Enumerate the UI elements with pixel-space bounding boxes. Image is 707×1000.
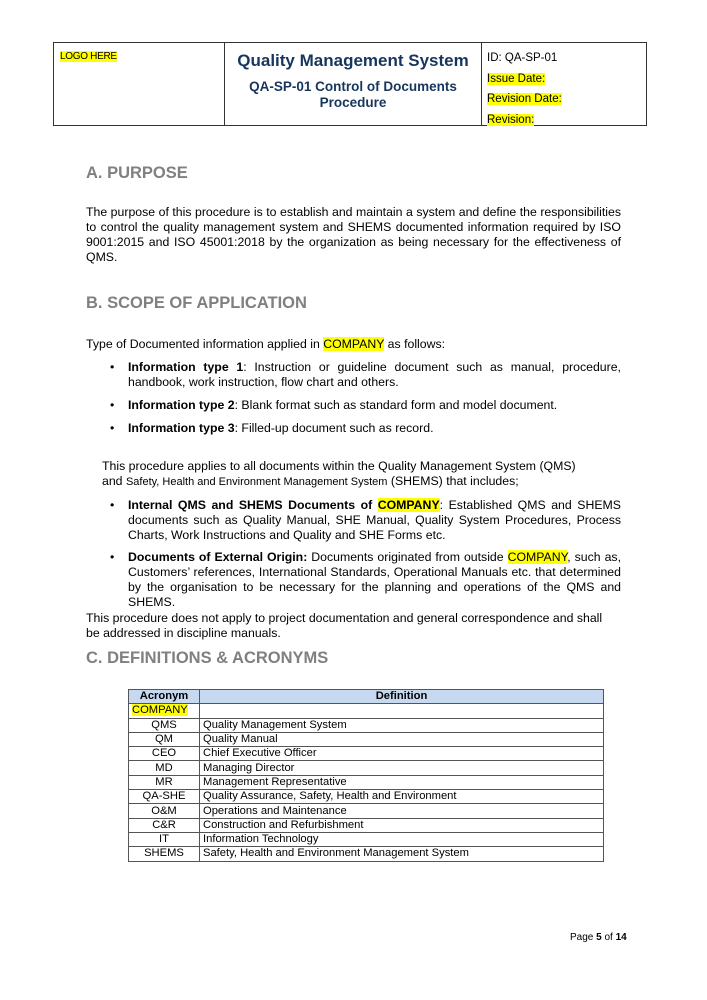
bullet-icon: •	[110, 498, 115, 512]
logo-cell	[54, 43, 225, 125]
revision-date-field: Revision Date:	[487, 93, 562, 105]
acronym-cell: C&R	[129, 818, 200, 832]
page-number: Page 5 of 14	[570, 932, 627, 943]
table-row	[129, 718, 604, 732]
definition-cell: Safety, Health and Environment Management System	[200, 847, 604, 861]
bullet-icon: •	[110, 550, 115, 564]
scope-intro: Type of Documented information applied in COMPANY as follows:	[86, 337, 446, 351]
purpose-text: The purpose of this procedure is to establish and maintain a system and define the responsibilities to control the quality management system and SHEMS documented information required by ISO 9001:2015 and ISO 45001:2018 by the organization as being necessary for the effectiveness of QMS.	[86, 205, 621, 264]
document-title: Quality Management System	[237, 51, 469, 70]
definition-cell: Operations and Maintenance	[200, 804, 604, 818]
document-id: ID: QA-SP-01	[487, 52, 558, 64]
section-heading-scope: B. SCOPE OF APPLICATION	[86, 294, 307, 312]
acronym-cell: MR	[129, 775, 200, 789]
document-subtitle: QA-SP-01 Control of Documents Procedure	[249, 79, 457, 110]
scope-applies-text: This procedure applies to all documents within the Quality Management System (QMS) and Safety, Health and Environment Management System (SHEMS) that includes;	[102, 459, 576, 488]
bullet-icon: •	[110, 398, 115, 412]
acronym-cell: QM	[129, 732, 200, 746]
bullet-icon: •	[110, 421, 115, 435]
acronym-cell: O&M	[129, 804, 200, 818]
definition-cell: Information Technology	[200, 832, 604, 846]
table-row	[129, 790, 604, 804]
acronym-cell: QMS	[129, 718, 200, 732]
company-placeholder: COMPANY	[377, 498, 440, 512]
table-row	[129, 704, 604, 718]
bullet-icon: •	[110, 360, 115, 374]
title-cell	[225, 43, 482, 125]
table-row	[129, 732, 604, 746]
column-header-definition: Definition	[200, 690, 604, 704]
meta-cell	[482, 43, 646, 125]
logo-placeholder: LOGO HERE	[60, 51, 117, 62]
revision-field: Revision:	[487, 113, 535, 126]
company-placeholder: COMPANY	[323, 337, 385, 351]
document-header	[53, 42, 647, 126]
definition-cell	[200, 704, 604, 718]
definition-cell: Quality Management System	[200, 718, 604, 732]
table-row	[129, 804, 604, 818]
definition-cell: Management Representative	[200, 775, 604, 789]
definition-cell: Construction and Refurbishment	[200, 818, 604, 832]
acronym-cell: QA-SHE	[129, 790, 200, 804]
table-row	[129, 832, 604, 846]
definition-cell: Quality Manual	[200, 732, 604, 746]
section-heading-definitions: C. DEFINITIONS & ACRONYMS	[86, 649, 329, 667]
definition-cell: Managing Director	[200, 761, 604, 775]
acronym-table	[128, 689, 604, 862]
table-row	[129, 761, 604, 775]
issue-date-field: Issue Date:	[487, 72, 546, 85]
table-header-row	[129, 690, 604, 704]
scope-exclusion: This procedure does not apply to project documentation and general correspondence and shall be addressed in discipline manuals.	[86, 611, 603, 640]
definition-cell: Chief Executive Officer	[200, 747, 604, 761]
table-row	[129, 818, 604, 832]
acronym-cell: CEO	[129, 747, 200, 761]
company-placeholder: COMPANY	[507, 550, 568, 564]
acronym-cell: IT	[129, 832, 200, 846]
table-row	[129, 847, 604, 861]
definition-cell: Quality Assurance, Safety, Health and Environment	[200, 790, 604, 804]
acronym-cell: COMPANY	[129, 704, 200, 718]
acronym-cell: MD	[129, 761, 200, 775]
section-heading-purpose: A. PURPOSE	[86, 164, 188, 182]
table-row	[129, 775, 604, 789]
table-row	[129, 747, 604, 761]
acronym-cell: SHEMS	[129, 847, 200, 861]
column-header-acronym: Acronym	[129, 690, 200, 704]
